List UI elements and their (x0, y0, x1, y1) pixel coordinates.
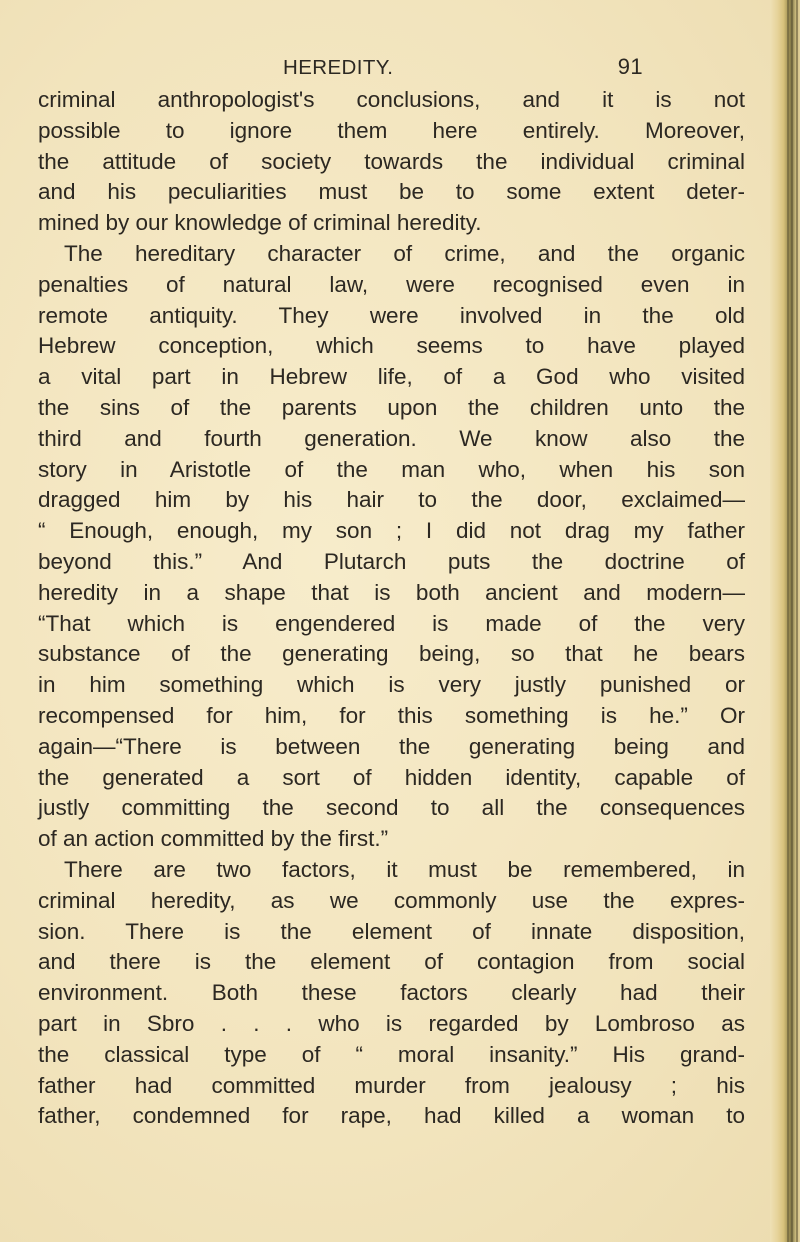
text-line: There are two factors, it must be remembered, in (64, 856, 745, 882)
text-line: sion. There is the element of innate disposition, (38, 918, 745, 944)
text-line: story in Aristotle of the man who, when his son (38, 456, 745, 482)
text-line: penalties of natural law, were recognised even in (38, 271, 745, 297)
text-line: remote antiquity. They were involved in the old (38, 302, 745, 328)
text-line: possible to ignore them here entirely. Moreover, (38, 117, 745, 143)
page-edge (770, 0, 800, 1242)
text-line: dragged him by his hair to the door, exclaimed— (38, 487, 745, 513)
text-line: third and fourth generation. We know also the (38, 425, 745, 451)
text-line: Hebrew conception, which seems to have played (38, 333, 745, 359)
text-line: the classical type of “ moral insanity.” His grand- (38, 1041, 745, 1067)
text-line: in him something which is very justly punished or (38, 672, 745, 698)
text-line: substance of the generating being, so that he bears (38, 641, 745, 667)
text-line: the generated a sort of hidden identity, capable of (38, 764, 745, 790)
text-line: “ Enough, enough, my son ; I did not drag my father (38, 518, 745, 544)
running-head: HEREDITY. (283, 56, 394, 79)
text-line: The hereditary character of crime, and the organic (64, 240, 745, 266)
text-line: the sins of the parents upon the children unto the (38, 394, 745, 420)
text-line: beyond this.” And Plutarch puts the doctrine of (38, 548, 745, 574)
page-header (283, 56, 643, 86)
text-line: criminal anthropologist's conclusions, and it is not (38, 87, 745, 112)
text-line: a vital part in Hebrew life, of a God who visited (38, 364, 745, 390)
text-line: and there is the element of contagion from social (38, 949, 745, 975)
text-line: heredity in a shape that is both ancient and modern— (38, 579, 745, 605)
text-line: “That which is engendered is made of the very (38, 610, 745, 636)
text-line: environment. Both these factors clearly had their (38, 980, 745, 1006)
text-line: criminal heredity, as we commonly use the expres- (38, 887, 745, 913)
body-text (38, 85, 745, 1132)
text-line: recompensed for him, for this something is he.” Or (38, 702, 745, 728)
text-line: and his peculiarities must be to some extent deter- (38, 179, 745, 205)
text-line: part in Sbro . . . who is regarded by Lombroso as (38, 1010, 745, 1036)
text-line: of an action committed by the first.” (38, 826, 389, 852)
text-line: justly committing the second to all the consequences (38, 795, 745, 821)
text-line: mined by our knowledge of criminal heredity. (38, 210, 482, 236)
text-line: father had committed murder from jealousy ; his (38, 1072, 745, 1098)
text-line: the attitude of society towards the individual criminal (38, 148, 745, 174)
page-number: 91 (617, 54, 643, 79)
text-line: again—“There is between the generating being and (38, 733, 745, 759)
text-line: father, condemned for rape, had killed a woman to (38, 1103, 745, 1129)
